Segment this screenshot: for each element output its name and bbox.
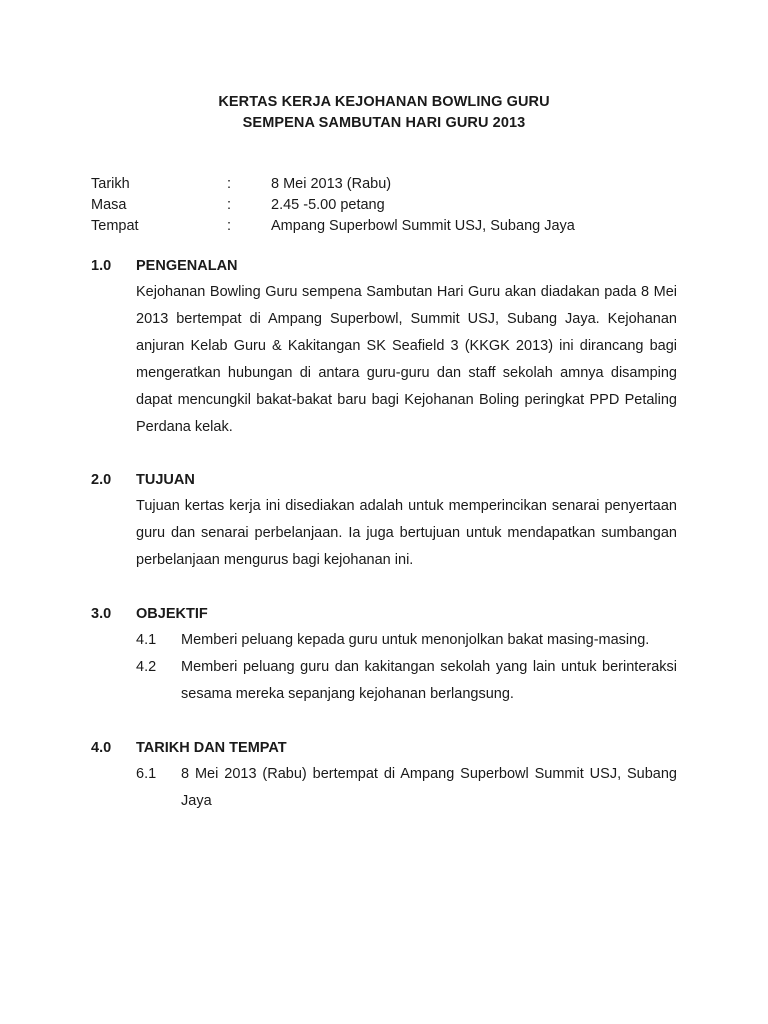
info-row-tarikh <box>91 174 691 194</box>
info-row-tempat <box>91 216 691 236</box>
list-item-text: 8 Mei 2013 (Rabu) bertempat di Ampang Superbowl Summit USJ, Subang Jaya <box>181 766 677 809</box>
section-title: TUJUAN <box>136 472 195 488</box>
list-item-number: 4.1 <box>136 632 157 648</box>
info-colon: : <box>227 176 232 192</box>
section-title: PENGENALAN <box>136 258 238 274</box>
info-value: Ampang Superbowl Summit USJ, Subang Jaya <box>271 218 575 234</box>
list-item-text: Memberi peluang guru dan kakitangan sekolah yang lain untuk berinteraksi sesama mereka sepanjang kejohanan berlangsung. <box>181 659 677 702</box>
section-heading-tujuan <box>91 470 691 490</box>
section-number: 2.0 <box>91 472 112 488</box>
info-value: 2.45 -5.00 petang <box>271 197 385 213</box>
info-label: Tempat <box>91 218 139 234</box>
info-colon: : <box>227 218 232 234</box>
section-heading-tarikh-dan-tempat <box>91 738 691 758</box>
document-title-line-1: KERTAS KERJA KEJOHANAN BOWLING GURU <box>218 94 550 110</box>
info-colon: : <box>227 197 232 213</box>
section-title: OBJEKTIF <box>136 606 208 622</box>
section-heading-pengenalan <box>91 256 691 276</box>
section-number: 3.0 <box>91 606 112 622</box>
section-title: TARIKH DAN TEMPAT <box>136 740 287 756</box>
list-item-text: Memberi peluang kepada guru untuk menonjolkan bakat masing-masing. <box>181 632 650 648</box>
section-number: 1.0 <box>91 258 112 274</box>
info-row-masa <box>91 195 691 215</box>
section-number: 4.0 <box>91 740 112 756</box>
info-label: Masa <box>91 197 127 213</box>
info-label: Tarikh <box>91 176 130 192</box>
section-paragraph-tujuan: Tujuan kertas kerja ini disediakan adalah untuk memperincikan senarai penyertaan guru dan senarai perbelanjaan. Ia juga bertujuan untuk mendapatkan sumbangan perbelanjaan mengurus bagi kejohanan ini. <box>136 498 677 568</box>
info-value: 8 Mei 2013 (Rabu) <box>271 176 392 192</box>
section-heading-objektif <box>91 604 691 624</box>
list-item-number: 6.1 <box>136 766 157 782</box>
section-paragraph-pengenalan: Kejohanan Bowling Guru sempena Sambutan Hari Guru akan diadakan pada 8 Mei 2013 bertempat di Ampang Superbowl, Summit USJ, Subang Jaya. Kejohanan anjuran Kelab Guru & Kakitangan SK Seafield 3 (KKGK 2013) ini dirancang bagi mengeratkan hubungan di antara guru-guru dan staff sekolah amnya disamping dapat mencungkil bakat-bakat baru bagi Kejohanan Boling peringkat PPD Petaling Perdana kelak. <box>136 284 677 435</box>
document-title-line-2: SEMPENA SAMBUTAN HARI GURU 2013 <box>242 115 526 131</box>
list-item-number: 4.2 <box>136 659 157 675</box>
